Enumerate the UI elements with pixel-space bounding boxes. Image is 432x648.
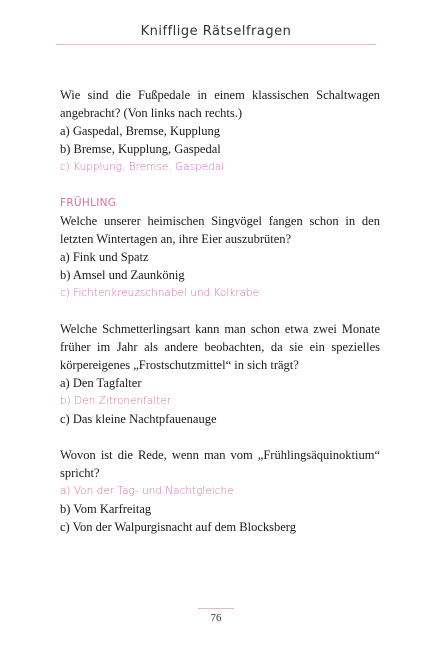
- question-text: Wie sind die Fußpedale in einem klassischen Schaltwagen angebracht? (Von links nach rechts.): [60, 88, 380, 120]
- answer-option: b) Bremse, Kupplung, Gaspedal: [60, 142, 221, 156]
- question-block: [60, 320, 380, 428]
- question-block: [60, 86, 380, 176]
- answer-option: a) Fink und Spatz: [60, 250, 149, 264]
- page-title: Knifflige Rätselfragen: [140, 24, 292, 39]
- page-number: 76: [210, 612, 222, 624]
- answer-option: c) Von der Walpurgisnacht auf dem Blocksberg: [60, 520, 296, 534]
- page-header: [0, 0, 432, 44]
- quiz-content: [60, 86, 380, 554]
- answer-option: b) Amsel und Zaunkönig: [60, 268, 185, 282]
- answer-option: b) Vom Karfreitag: [60, 502, 152, 516]
- question-text: Wovon ist die Rede, wenn man vom „Frühlingsäquinoktium“ spricht?: [60, 448, 380, 480]
- answer-option-correct: c) Kupplung, Bremse, Gaspedal: [60, 161, 225, 173]
- question-block: [60, 194, 380, 302]
- answer-option-correct: a) Von der Tag- und Nachtgleiche: [60, 485, 234, 497]
- answer-option: c) Das kleine Nachtpfauenauge: [60, 412, 217, 426]
- section-heading: FRÜHLING: [60, 197, 117, 209]
- question-block: [60, 446, 380, 536]
- question-text: Welche Schmetterlingsart kann man schon etwa zwei Monate früher im Jahr als andere beobachten, da sie ein spezielles körpereigenes „Frostschutzmittel“ in sich trägt?: [60, 322, 380, 372]
- answer-option-correct: c) Fichtenkreuzschnabel und Kolkrabe: [60, 287, 260, 299]
- header-divider: [56, 44, 376, 45]
- answer-option: a) Gaspedal, Bremse, Kupplung: [60, 124, 221, 138]
- answer-option-correct: b) Den Zitronenfalter: [60, 395, 172, 407]
- question-text: Welche unserer heimischen Singvögel fangen schon in den letzten Wintertagen an, ihre Eier auszubrüten?: [60, 214, 380, 246]
- answer-option: a) Den Tagfalter: [60, 376, 142, 390]
- footer-divider: [198, 608, 234, 609]
